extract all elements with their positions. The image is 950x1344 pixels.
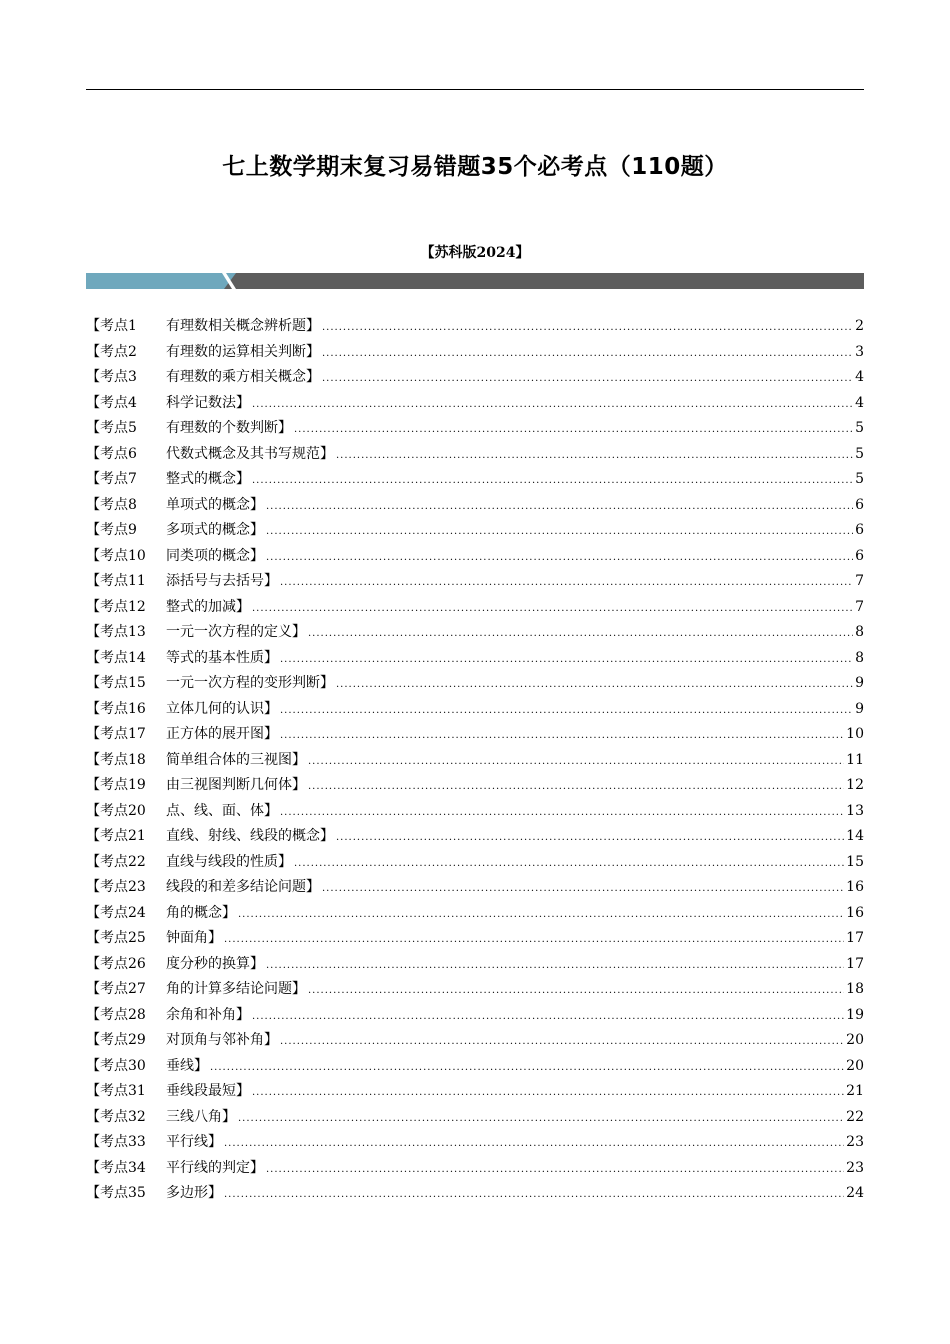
- toc-dot-leader: [280, 577, 853, 588]
- toc-entry[interactable]: [86, 902, 864, 928]
- toc-entry[interactable]: [86, 545, 864, 571]
- toc-entry-label: 一元一次方程的定义】: [166, 624, 306, 640]
- toc-entry-label: 直线与线段的性质】: [166, 853, 292, 870]
- edition-label: 【苏科版2024】: [420, 245, 530, 261]
- toc-entry-page: 20: [846, 1032, 864, 1048]
- toc-dot-leader: [322, 348, 853, 359]
- toc-entry-label: 度分秒的换算】: [166, 955, 264, 972]
- toc-entry-number: 【考点6: [86, 445, 137, 462]
- toc-entry[interactable]: [86, 978, 864, 1004]
- toc-dot-leader: [224, 1189, 844, 1200]
- toc-entry-page: 24: [846, 1185, 864, 1201]
- toc-dot-leader: [336, 679, 853, 690]
- toc-entry-number: 【考点30: [86, 1057, 146, 1074]
- toc-entry-number: 【考点23: [86, 879, 146, 895]
- toc-entry-label: 有理数相关概念辨析题】: [166, 318, 320, 334]
- toc-entry-label: 角的概念】: [166, 904, 236, 921]
- toc-entry[interactable]: [86, 825, 864, 851]
- toc-entry-page: 2: [855, 318, 864, 334]
- toc-entry-number: 【考点20: [86, 802, 146, 819]
- toc-entry-label: 简单组合体的三视图】: [166, 751, 306, 768]
- toc-entry[interactable]: [86, 723, 864, 749]
- toc-entry-page: 5: [855, 471, 864, 487]
- toc-entry-number: 【考点13: [86, 624, 146, 640]
- toc-entry-page: 18: [846, 981, 864, 997]
- toc-entry-number: 【考点26: [86, 955, 146, 972]
- toc-dot-leader: [252, 399, 853, 410]
- toc-entry-page: 20: [846, 1057, 864, 1074]
- toc-entry[interactable]: [86, 366, 864, 392]
- banner-main-band: [224, 273, 864, 289]
- toc-dot-leader: [252, 603, 853, 614]
- toc-entry[interactable]: [86, 698, 864, 724]
- toc-entry-page: 5: [855, 420, 864, 436]
- toc-entry-number: 【考点14: [86, 649, 146, 666]
- table-of-contents: [86, 315, 864, 1208]
- toc-entry-page: 23: [846, 1134, 864, 1150]
- toc-entry-page: 16: [846, 904, 864, 921]
- toc-dot-leader: [280, 730, 844, 741]
- toc-entry-page: 11: [846, 751, 864, 768]
- toc-entry-number: 【考点28: [86, 1006, 146, 1023]
- toc-dot-leader: [322, 883, 844, 894]
- toc-entry-label: 有理数的乘方相关概念】: [166, 369, 320, 385]
- toc-dot-leader: [322, 322, 853, 333]
- toc-dot-leader: [280, 705, 853, 716]
- toc-entry-page: 7: [855, 573, 864, 589]
- toc-entry-number: 【考点22: [86, 853, 146, 870]
- toc-entry-number: 【考点32: [86, 1108, 146, 1125]
- toc-entry[interactable]: [86, 596, 864, 622]
- toc-dot-leader: [266, 1164, 844, 1175]
- toc-dot-leader: [294, 424, 853, 435]
- toc-entry-label: 线段的和差多结论问题】: [166, 879, 320, 895]
- toc-entry-number: 【考点8: [86, 496, 137, 513]
- toc-entry-label: 代数式概念及其书写规范】: [166, 445, 334, 462]
- toc-entry[interactable]: [86, 1131, 864, 1157]
- header-rule: [86, 89, 864, 90]
- toc-entry[interactable]: [86, 417, 864, 443]
- toc-entry[interactable]: [86, 800, 864, 826]
- toc-entry-number: 【考点3: [86, 369, 137, 385]
- toc-entry-number: 【考点5: [86, 420, 137, 436]
- toc-entry-page: 3: [855, 343, 864, 360]
- toc-entry-number: 【考点17: [86, 726, 146, 742]
- toc-entry-number: 【考点24: [86, 904, 146, 921]
- toc-entry-number: 【考点12: [86, 598, 146, 615]
- toc-entry-label: 添括号与去括号】: [166, 573, 278, 589]
- toc-dot-leader: [280, 807, 844, 818]
- toc-entry-number: 【考点9: [86, 522, 137, 538]
- toc-entry-label: 点、线、面、体】: [166, 802, 278, 819]
- toc-entry-page: 16: [846, 879, 864, 895]
- toc-entry-number: 【考点29: [86, 1032, 146, 1048]
- toc-dot-leader: [224, 1138, 844, 1149]
- toc-entry-page: 7: [855, 598, 864, 615]
- toc-entry-label: 科学记数法】: [166, 394, 250, 411]
- toc-dot-leader: [238, 1113, 844, 1124]
- toc-dot-leader: [238, 909, 844, 920]
- toc-dot-leader: [266, 526, 853, 537]
- toc-entry[interactable]: [86, 953, 864, 979]
- toc-dot-leader: [266, 960, 844, 971]
- toc-entry[interactable]: [86, 1055, 864, 1081]
- toc-entry[interactable]: [86, 341, 864, 367]
- toc-entry-page: 17: [846, 930, 864, 946]
- toc-entry-page: 9: [855, 675, 864, 691]
- toc-entry-number: 【考点21: [86, 828, 146, 844]
- toc-entry-page: 4: [855, 394, 864, 411]
- toc-entry-number: 【考点7: [86, 471, 137, 487]
- toc-entry[interactable]: [86, 647, 864, 673]
- toc-entry-label: 立体几何的认识】: [166, 700, 278, 717]
- toc-entry-label: 垂线段最短】: [166, 1083, 250, 1099]
- toc-entry-page: 22: [846, 1108, 864, 1125]
- toc-entry[interactable]: [86, 1106, 864, 1132]
- toc-entry-page: 6: [855, 522, 864, 538]
- toc-entry-number: 【考点11: [86, 573, 146, 589]
- toc-entry-label: 由三视图判断几何体】: [166, 777, 306, 793]
- toc-entry-label: 多边形】: [166, 1185, 222, 1201]
- toc-entry-number: 【考点19: [86, 777, 146, 793]
- toc-entry-label: 余角和补角】: [166, 1006, 250, 1023]
- toc-entry[interactable]: [86, 1157, 864, 1183]
- decorative-banner: [86, 273, 864, 289]
- toc-dot-leader: [280, 1036, 844, 1047]
- toc-dot-leader: [308, 756, 844, 767]
- toc-entry[interactable]: [86, 876, 864, 902]
- toc-entry-label: 有理数的个数判断】: [166, 420, 292, 436]
- page-title: 七上数学期末复习易错题35个必考点（110题）: [222, 154, 728, 180]
- toc-dot-leader: [280, 654, 853, 665]
- toc-dot-leader: [224, 934, 844, 945]
- toc-entry-number: 【考点15: [86, 675, 146, 691]
- toc-entry-page: 8: [855, 649, 864, 666]
- toc-dot-leader: [252, 1087, 844, 1098]
- toc-entry[interactable]: [86, 1029, 864, 1055]
- toc-entry-label: 三线八角】: [166, 1108, 236, 1125]
- toc-entry[interactable]: [86, 494, 864, 520]
- toc-entry[interactable]: [86, 443, 864, 469]
- toc-entry-number: 【考点4: [86, 394, 137, 411]
- toc-entry-page: 23: [846, 1159, 864, 1176]
- toc-entry-number: 【考点18: [86, 751, 146, 768]
- toc-entry[interactable]: [86, 315, 864, 341]
- toc-entry-label: 一元一次方程的变形判断】: [166, 675, 334, 691]
- toc-entry[interactable]: [86, 672, 864, 698]
- toc-entry[interactable]: [86, 570, 864, 596]
- toc-entry[interactable]: [86, 1080, 864, 1106]
- toc-entry[interactable]: [86, 927, 864, 953]
- toc-entry[interactable]: [86, 392, 864, 418]
- toc-entry-page: 5: [855, 445, 864, 462]
- toc-entry-page: 21: [846, 1083, 864, 1099]
- toc-dot-leader: [308, 985, 844, 996]
- toc-dot-leader: [266, 501, 853, 512]
- toc-entry[interactable]: [86, 1004, 864, 1030]
- toc-entry-label: 多项式的概念】: [166, 522, 264, 538]
- toc-dot-leader: [336, 832, 844, 843]
- toc-entry-label: 钟面角】: [166, 930, 222, 946]
- toc-entry-number: 【考点10: [86, 547, 146, 564]
- toc-entry-label: 直线、射线、线段的概念】: [166, 828, 334, 844]
- toc-entry-number: 【考点1: [86, 318, 137, 334]
- toc-entry-label: 正方体的展开图】: [166, 726, 278, 742]
- toc-entry-page: 13: [846, 802, 864, 819]
- toc-entry-number: 【考点16: [86, 700, 146, 717]
- toc-entry-label: 垂线】: [166, 1057, 208, 1074]
- toc-entry-label: 等式的基本性质】: [166, 649, 278, 666]
- toc-entry-number: 【考点33: [86, 1134, 146, 1150]
- toc-entry-number: 【考点31: [86, 1083, 146, 1099]
- toc-entry-number: 【考点2: [86, 343, 137, 360]
- toc-entry-page: 15: [846, 853, 864, 870]
- banner-accent-band: [86, 273, 236, 289]
- toc-entry-page: 8: [855, 624, 864, 640]
- toc-dot-leader: [294, 858, 844, 869]
- toc-dot-leader: [210, 1062, 844, 1073]
- toc-entry-number: 【考点27: [86, 981, 146, 997]
- toc-entry-label: 同类项的概念】: [166, 547, 264, 564]
- toc-entry[interactable]: [86, 468, 864, 494]
- toc-entry-page: 4: [855, 369, 864, 385]
- toc-entry-page: 6: [855, 496, 864, 513]
- toc-entry[interactable]: [86, 621, 864, 647]
- toc-dot-leader: [252, 1011, 844, 1022]
- toc-entry-page: 6: [855, 547, 864, 564]
- toc-entry-label: 平行线】: [166, 1134, 222, 1150]
- toc-dot-leader: [308, 781, 844, 792]
- toc-entry[interactable]: [86, 774, 864, 800]
- toc-entry-page: 14: [846, 828, 864, 844]
- toc-entry-page: 9: [855, 700, 864, 717]
- toc-entry[interactable]: [86, 749, 864, 775]
- toc-dot-leader: [322, 373, 853, 384]
- toc-dot-leader: [252, 475, 853, 486]
- toc-entry-page: 19: [846, 1006, 864, 1023]
- toc-entry-label: 整式的加减】: [166, 598, 250, 615]
- toc-entry-label: 有理数的运算相关判断】: [166, 343, 320, 360]
- toc-entry-label: 对顶角与邻补角】: [166, 1032, 278, 1048]
- toc-entry-page: 17: [846, 955, 864, 972]
- toc-dot-leader: [336, 450, 853, 461]
- toc-entry[interactable]: [86, 1182, 864, 1208]
- toc-entry-page: 10: [846, 726, 864, 742]
- toc-entry[interactable]: [86, 851, 864, 877]
- toc-dot-leader: [266, 552, 853, 563]
- toc-entry-label: 单项式的概念】: [166, 496, 264, 513]
- toc-entry-number: 【考点25: [86, 930, 146, 946]
- toc-entry-page: 12: [846, 777, 864, 793]
- toc-entry-label: 整式的概念】: [166, 471, 250, 487]
- toc-entry-number: 【考点34: [86, 1159, 146, 1176]
- toc-entry-label: 角的计算多结论问题】: [166, 981, 306, 997]
- toc-entry-number: 【考点35: [86, 1185, 146, 1201]
- toc-entry-label: 平行线的判定】: [166, 1159, 264, 1176]
- toc-dot-leader: [308, 628, 853, 639]
- toc-entry[interactable]: [86, 519, 864, 545]
